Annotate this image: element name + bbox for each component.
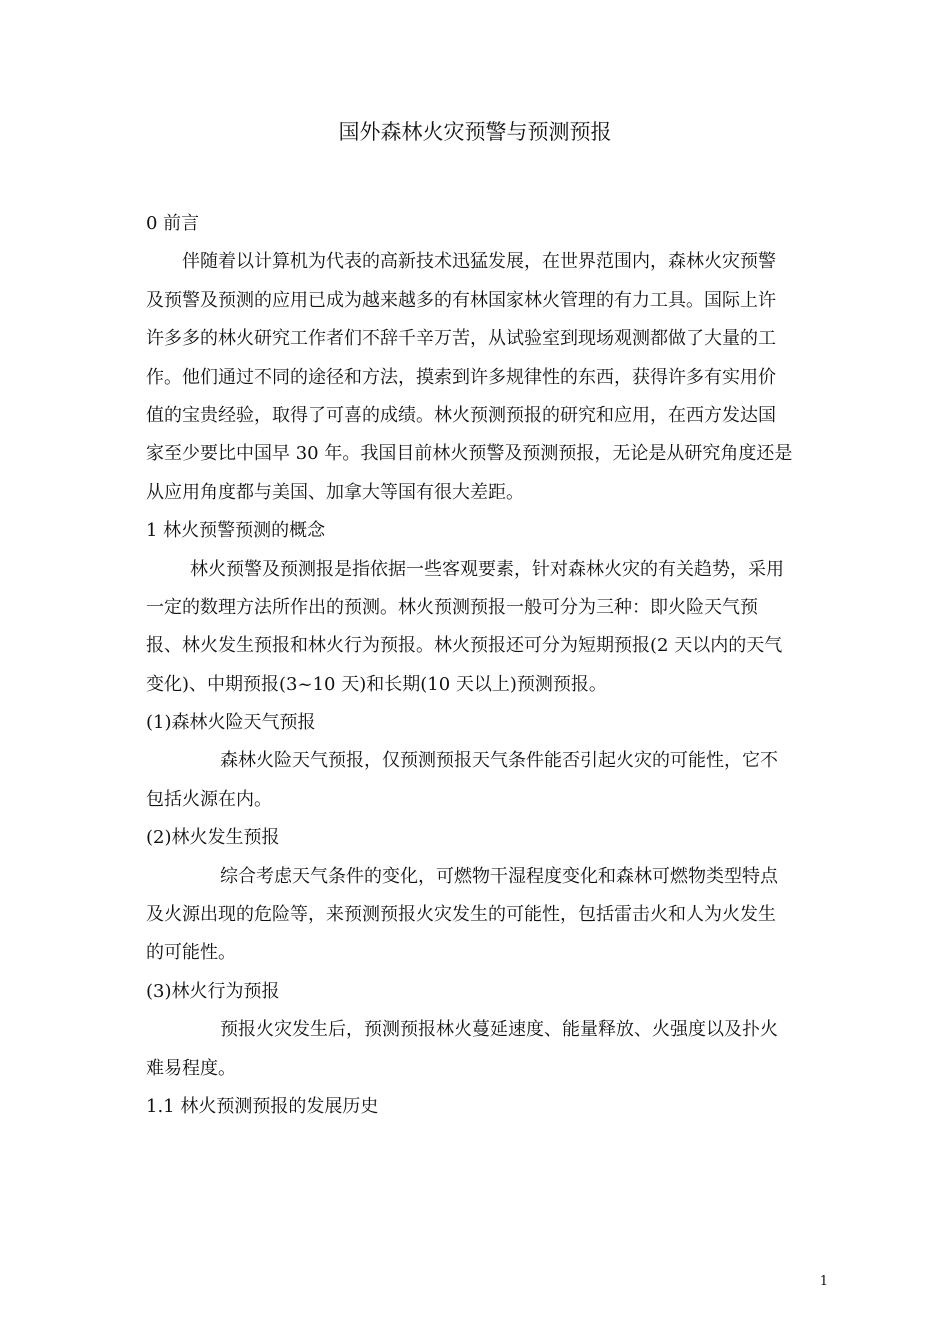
paragraph-line: 的可能性。 [146, 942, 236, 964]
document-title: 国外森林火灾预警与预测预报 [338, 120, 612, 144]
section-heading-concept: 1 林火预警预测的概念 [146, 520, 326, 542]
section-heading-history: 1.1 林火预测预报的发展历史 [146, 1095, 379, 1117]
paragraph-line: 从应用角度都与美国、加拿大等国有很大差距。 [146, 481, 524, 503]
paragraph-line: 伴随着以计算机为代表的高新技术迅猛发展，在世界范围内，森林火灾预警 [182, 251, 776, 273]
subheading-fire-behavior: (3)林火行为预报 [146, 980, 280, 1002]
paragraph-line: 作。他们通过不同的途径和方法，摸索到许多规律性的东西，获得许多有实用价 [146, 366, 776, 388]
section-heading-preface: 0 前言 [146, 213, 200, 234]
paragraph-line: 林火预警及预测报是指依据一些客观要素，针对森林火灾的有关趋势，采用 [190, 558, 784, 580]
paragraph-line: 包括火源在内。 [146, 788, 272, 810]
subheading-fire-weather: (1)森林火险天气预报 [146, 712, 316, 734]
paragraph-line: 报、林火发生预报和林火行为预报。林火预报还可分为短期预报(2 天以内的天气 [146, 635, 783, 657]
page-number: 1 [819, 1274, 828, 1289]
paragraph-line: 许多多的林火研究工作者们不辞千辛万苦，从试验室到现场观测都做了大量的工 [146, 328, 776, 350]
paragraph-line: 家至少要比中国早 30 年。我国目前林火预警及预测预报，无论是从研究角度还是 [146, 443, 793, 465]
paragraph-line: 及火源出现的危险等，来预测预报火灾发生的可能性，包括雷击火和人为火发生 [146, 904, 776, 926]
paragraph-line: 预报火灾发生后，预测预报林火蔓延速度、能量释放、火强度以及扑火 [220, 1019, 778, 1041]
paragraph-line: 森林火险天气预报，仅预测预报天气条件能否引起火灾的可能性，它不 [220, 750, 778, 772]
paragraph-line: 值的宝贵经验，取得了可喜的成绩。林火预测预报的研究和应用，在西方发达国 [146, 404, 776, 426]
paragraph-line: 综合考虑天气条件的变化，可燃物干湿程度变化和森林可燃物类型特点 [220, 865, 778, 887]
paragraph-line: 一定的数理方法所作出的预测。林火预测预报一般可分为三种：即火险天气预 [146, 596, 758, 618]
paragraph-line: 难易程度。 [146, 1057, 236, 1079]
subheading-fire-occurrence: (2)林火发生预报 [146, 827, 280, 849]
paragraph-line: 及预警及预测的应用已成为越来越多的有林国家林火管理的有力工具。国际上许 [146, 289, 776, 311]
document-body [146, 205, 846, 1126]
paragraph-line: 变化)、中期预报(3~10 天)和长期(10 天以上)预测预报。 [146, 673, 607, 695]
